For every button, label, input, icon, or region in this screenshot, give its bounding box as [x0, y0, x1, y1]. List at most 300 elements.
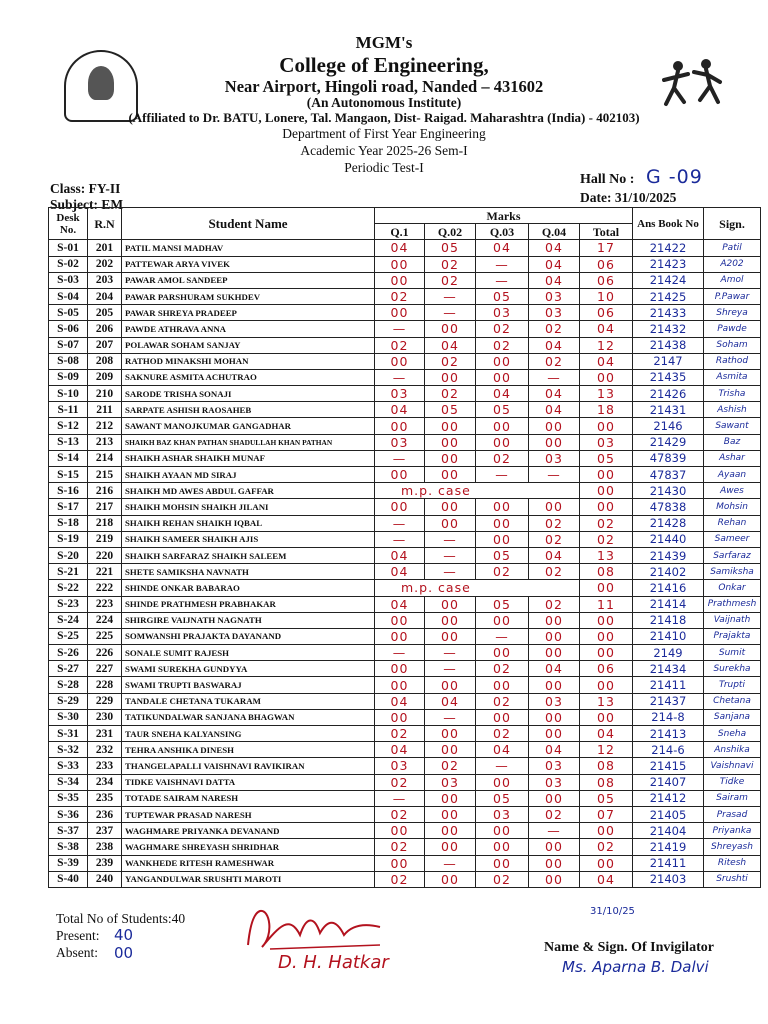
- desk-no: S-15: [49, 467, 88, 483]
- total-mark: 00: [580, 823, 633, 839]
- roll-no: 234: [88, 774, 122, 790]
- total-mark: 00: [580, 467, 633, 483]
- q3-mark: 00: [476, 855, 529, 871]
- total-students: Total No of Students:40: [56, 911, 186, 926]
- student-name: SARPATE ASHISH RAOSAHEB: [122, 402, 375, 418]
- desk-no: S-20: [49, 547, 88, 563]
- subject-label: Subject: EM: [50, 197, 124, 212]
- table-row: [49, 418, 761, 434]
- student-signature: Priyanka: [704, 823, 761, 839]
- table-row: [49, 612, 761, 628]
- q3-mark: 00: [476, 774, 529, 790]
- total-mark: 00: [580, 628, 633, 644]
- q4-mark: 04: [529, 742, 580, 758]
- student-name: POLAWAR SOHAM SANJAY: [122, 337, 375, 353]
- q1-mark: 04: [375, 596, 425, 612]
- table-row: [49, 855, 761, 871]
- total-mark: 00: [580, 855, 633, 871]
- total-mark: 06: [580, 661, 633, 677]
- total-mark: 00: [580, 369, 633, 385]
- student-signature: Sumit: [704, 645, 761, 661]
- q1-mark: 00: [375, 353, 425, 369]
- table-row: [49, 467, 761, 483]
- desk-no: S-37: [49, 823, 88, 839]
- total-mark: 00: [580, 612, 633, 628]
- header-academic-year: Academic Year 2025-26 Sem-I: [300, 143, 468, 158]
- header-q1: Q.1: [375, 224, 425, 240]
- roll-no: 238: [88, 839, 122, 855]
- q1-mark: 00: [375, 467, 425, 483]
- desk-no: S-04: [49, 288, 88, 304]
- table-row: [49, 742, 761, 758]
- total-mark: 00: [580, 483, 633, 499]
- header-mgm: MGM's: [355, 33, 413, 52]
- q4-mark: 02: [529, 531, 580, 547]
- roll-no: 201: [88, 240, 122, 256]
- q2-mark: —: [425, 564, 476, 580]
- q1-mark: 00: [375, 499, 425, 515]
- ans-book-no: 21425: [633, 288, 704, 304]
- q3-mark: —: [476, 628, 529, 644]
- q2-mark: 00: [425, 790, 476, 806]
- roll-no: 239: [88, 855, 122, 871]
- q2-mark: 02: [425, 758, 476, 774]
- desk-no: S-28: [49, 677, 88, 693]
- student-signature: Vaishnavi: [704, 758, 761, 774]
- absent-value: 00: [114, 944, 134, 962]
- student-signature: Sneha: [704, 726, 761, 742]
- total-mark: 02: [580, 515, 633, 531]
- q4-mark: 00: [529, 790, 580, 806]
- student-name: SHAIKH SAMEER SHAIKH AJIS: [122, 531, 375, 547]
- desk-no: S-39: [49, 855, 88, 871]
- q4-mark: 00: [529, 871, 580, 887]
- roll-no: 225: [88, 628, 122, 644]
- desk-no: S-14: [49, 450, 88, 466]
- total-mark: 04: [580, 726, 633, 742]
- header-sign: Sign.: [704, 208, 761, 240]
- table-row: [49, 483, 761, 499]
- student-name: TOTADE SAIRAM NARESH: [122, 790, 375, 806]
- student-signature: Prasad: [704, 806, 761, 822]
- student-signature: Trisha: [704, 386, 761, 402]
- ans-book-no: 21430: [633, 483, 704, 499]
- student-name: SHAIKH AYAAN MD SIRAJ: [122, 467, 375, 483]
- q4-mark: 02: [529, 321, 580, 337]
- ans-book-no: 47838: [633, 499, 704, 515]
- student-signature: Sanjana: [704, 709, 761, 725]
- student-name: TANDALE CHETANA TUKARAM: [122, 693, 375, 709]
- q1-mark: —: [375, 515, 425, 531]
- total-mark: 04: [580, 321, 633, 337]
- q2-mark: 04: [425, 337, 476, 353]
- q3-mark: 00: [476, 677, 529, 693]
- ans-book-no: 2149: [633, 645, 704, 661]
- header-rn: R.N: [88, 208, 122, 240]
- q2-mark: 00: [425, 612, 476, 628]
- q3-mark: —: [476, 467, 529, 483]
- q2-mark: —: [425, 547, 476, 563]
- q1-mark: 00: [375, 661, 425, 677]
- q1-mark: —: [375, 321, 425, 337]
- q3-mark: 00: [476, 353, 529, 369]
- q2-mark: —: [425, 645, 476, 661]
- student-signature: Sairam: [704, 790, 761, 806]
- table-row: [49, 564, 761, 580]
- desk-no: S-31: [49, 726, 88, 742]
- q1-mark: —: [375, 450, 425, 466]
- q4-mark: 02: [529, 515, 580, 531]
- table-row: [49, 402, 761, 418]
- q4-mark: 04: [529, 337, 580, 353]
- q4-mark: 00: [529, 855, 580, 871]
- q1-mark: 02: [375, 806, 425, 822]
- table-row: [49, 305, 761, 321]
- q1-mark: —: [375, 369, 425, 385]
- student-name: SHAIKH REHAN SHAIKH IQBAL: [122, 515, 375, 531]
- q4-mark: 03: [529, 758, 580, 774]
- table-row: [49, 790, 761, 806]
- header-total: Total: [580, 224, 633, 240]
- desk-no: S-32: [49, 742, 88, 758]
- q2-mark: —: [425, 855, 476, 871]
- total-mark: 08: [580, 564, 633, 580]
- q3-mark: 04: [476, 386, 529, 402]
- q4-mark: 03: [529, 774, 580, 790]
- total-mark: 06: [580, 256, 633, 272]
- invigilator-name: Ms. Aparna B. Dalvi: [562, 958, 709, 976]
- q1-mark: 02: [375, 839, 425, 855]
- q3-mark: —: [476, 256, 529, 272]
- student-signature: Anshika: [704, 742, 761, 758]
- ans-book-no: 21438: [633, 337, 704, 353]
- ans-book-no: 21411: [633, 677, 704, 693]
- total-mark: 06: [580, 272, 633, 288]
- student-signature: Asmita: [704, 369, 761, 385]
- table-row: [49, 596, 761, 612]
- q2-mark: 05: [425, 402, 476, 418]
- desk-no: S-11: [49, 402, 88, 418]
- header-q2: Q.02: [425, 224, 476, 240]
- present-value: 40: [114, 926, 134, 944]
- q3-mark: 00: [476, 709, 529, 725]
- desk-no: S-05: [49, 305, 88, 321]
- q3-mark: 00: [476, 612, 529, 628]
- student-name: SWAMI SUREKHA GUNDYYA: [122, 661, 375, 677]
- student-signature: Soham: [704, 337, 761, 353]
- ans-book-no: 21403: [633, 871, 704, 887]
- q4-mark: 04: [529, 547, 580, 563]
- q3-mark: 02: [476, 337, 529, 353]
- q1-mark: 00: [375, 305, 425, 321]
- roll-no: 216: [88, 483, 122, 499]
- q1-mark: 04: [375, 402, 425, 418]
- q3-mark: 05: [476, 402, 529, 418]
- student-name: PAWAR AMOL SANDEEP: [122, 272, 375, 288]
- student-name: TATIKUNDALWAR SANJANA BHAGWAN: [122, 709, 375, 725]
- roll-no: 221: [88, 564, 122, 580]
- roll-no: 236: [88, 806, 122, 822]
- total-mark: 00: [580, 677, 633, 693]
- student-signature: Ritesh: [704, 855, 761, 871]
- student-signature: Samiksha: [704, 564, 761, 580]
- q3-mark: 02: [476, 321, 529, 337]
- q1-mark: 03: [375, 434, 425, 450]
- table-row: [49, 726, 761, 742]
- total-mark: 12: [580, 337, 633, 353]
- ans-book-no: 21410: [633, 628, 704, 644]
- desk-no: S-27: [49, 661, 88, 677]
- table-row: [49, 547, 761, 563]
- roll-no: 204: [88, 288, 122, 304]
- q2-mark: 00: [425, 742, 476, 758]
- desk-no: S-09: [49, 369, 88, 385]
- total-mark: 12: [580, 742, 633, 758]
- header-department: Department of First Year Engineering: [282, 126, 486, 141]
- q3-mark: 02: [476, 871, 529, 887]
- ans-book-no: 21407: [633, 774, 704, 790]
- desk-no: S-24: [49, 612, 88, 628]
- student-signature: Prajakta: [704, 628, 761, 644]
- student-signature: Ayaan: [704, 467, 761, 483]
- q2-mark: 02: [425, 353, 476, 369]
- student-signature: Surekha: [704, 661, 761, 677]
- q1-mark: 03: [375, 758, 425, 774]
- student-name: TIDKE VAISHNAVI DATTA: [122, 774, 375, 790]
- total-mark: 08: [580, 774, 633, 790]
- desk-no: S-26: [49, 645, 88, 661]
- total-mark: 05: [580, 790, 633, 806]
- table-row: [49, 580, 761, 596]
- ans-book-no: 21418: [633, 612, 704, 628]
- student-name: TAUR SNEHA KALYANSING: [122, 726, 375, 742]
- q2-mark: 00: [425, 726, 476, 742]
- total-mark: 03: [580, 434, 633, 450]
- student-signature: Shreyash: [704, 839, 761, 855]
- table-row: [49, 709, 761, 725]
- q4-mark: —: [529, 823, 580, 839]
- desk-no: S-29: [49, 693, 88, 709]
- ans-book-no: 21416: [633, 580, 704, 596]
- desk-no: S-16: [49, 483, 88, 499]
- q3-mark: 02: [476, 693, 529, 709]
- q4-mark: 04: [529, 240, 580, 256]
- desk-no: S-12: [49, 418, 88, 434]
- table-row: [49, 628, 761, 644]
- total-mark: 00: [580, 645, 633, 661]
- ans-book-no: 21413: [633, 726, 704, 742]
- q1-mark: 03: [375, 386, 425, 402]
- q2-mark: —: [425, 305, 476, 321]
- table-row: [49, 677, 761, 693]
- student-name: SAWANT MANOJKUMAR GANGADHAR: [122, 418, 375, 434]
- q1-mark: 00: [375, 677, 425, 693]
- student-signature: Baz: [704, 434, 761, 450]
- q1-mark: 02: [375, 774, 425, 790]
- desk-no: S-23: [49, 596, 88, 612]
- q4-mark: 00: [529, 645, 580, 661]
- q4-mark: 02: [529, 353, 580, 369]
- roll-no: 203: [88, 272, 122, 288]
- student-name: WAGHMARE SHREYASH SHRIDHAR: [122, 839, 375, 855]
- total-mark: 05: [580, 450, 633, 466]
- q2-mark: 00: [425, 628, 476, 644]
- header-affiliation: (Affiliated to Dr. BATU, Lonere, Tal. Mangaon, Dist- Raigad. Maharashtra (India) - 402103): [128, 110, 640, 125]
- q4-mark: 04: [529, 402, 580, 418]
- date-label: Date: 31/10/2025: [580, 190, 677, 205]
- table-row: [49, 434, 761, 450]
- student-name: SHAIKH BAZ KHAN PATHAN SHADULLAH KHAN PATHAN: [122, 434, 375, 450]
- student-signature: Mohsin: [704, 499, 761, 515]
- q2-mark: 00: [425, 467, 476, 483]
- q1-mark: 00: [375, 855, 425, 871]
- q3-mark: 00: [476, 531, 529, 547]
- table-row: [49, 645, 761, 661]
- desk-no: S-18: [49, 515, 88, 531]
- malpractice-note: m.p. case: [375, 580, 580, 596]
- student-signature: P.Pawar: [704, 288, 761, 304]
- table-row: [49, 256, 761, 272]
- roll-no: 202: [88, 256, 122, 272]
- malpractice-note: m.p. case: [375, 483, 580, 499]
- q2-mark: —: [425, 661, 476, 677]
- total-mark: 18: [580, 402, 633, 418]
- ans-book-no: 21423: [633, 256, 704, 272]
- student-name: SHETE SAMIKSHA NAVNATH: [122, 564, 375, 580]
- student-name: YANGANDULWAR SRUSHTI MAROTI: [122, 871, 375, 887]
- ans-book-no: 21439: [633, 547, 704, 563]
- checker-signature-icon: [240, 905, 390, 955]
- total-mark: 13: [580, 547, 633, 563]
- ans-book-no: 21435: [633, 369, 704, 385]
- student-signature: Rathod: [704, 353, 761, 369]
- q4-mark: 00: [529, 677, 580, 693]
- q4-mark: —: [529, 369, 580, 385]
- q1-mark: 04: [375, 693, 425, 709]
- roll-no: 206: [88, 321, 122, 337]
- total-mark: 13: [580, 693, 633, 709]
- student-name: PAWAR SHREYA PRADEEP: [122, 305, 375, 321]
- roll-no: 205: [88, 305, 122, 321]
- table-row: [49, 531, 761, 547]
- student-name: SHAIKH SARFARAZ SHAIKH SALEEM: [122, 547, 375, 563]
- q3-mark: 02: [476, 450, 529, 466]
- q3-mark: 02: [476, 661, 529, 677]
- roll-no: 230: [88, 709, 122, 725]
- table-row: [49, 823, 761, 839]
- q3-mark: 03: [476, 806, 529, 822]
- roll-no: 215: [88, 467, 122, 483]
- desk-no: S-35: [49, 790, 88, 806]
- ans-book-no: 21432: [633, 321, 704, 337]
- q4-mark: 00: [529, 434, 580, 450]
- table-row: [49, 774, 761, 790]
- hall-label: Hall No :: [580, 172, 635, 187]
- table-row: [49, 337, 761, 353]
- student-name: SAKNURE ASMITA ACHUTRAO: [122, 369, 375, 385]
- q4-mark: 04: [529, 272, 580, 288]
- invigilator-label: Name & Sign. Of Invigilator: [544, 940, 714, 955]
- roll-no: 217: [88, 499, 122, 515]
- student-signature: Pawde: [704, 321, 761, 337]
- header-student-name: Student Name: [122, 208, 375, 240]
- q2-mark: 00: [425, 434, 476, 450]
- table-row: [49, 321, 761, 337]
- q2-mark: 00: [425, 677, 476, 693]
- table-row: [49, 871, 761, 887]
- total-mark: 13: [580, 386, 633, 402]
- q1-mark: 00: [375, 418, 425, 434]
- student-name: PATTEWAR ARYA VIVEK: [122, 256, 375, 272]
- marks-table: [48, 207, 761, 888]
- desk-no: S-33: [49, 758, 88, 774]
- q3-mark: 00: [476, 823, 529, 839]
- ans-book-no: 2146: [633, 418, 704, 434]
- q3-mark: 03: [476, 305, 529, 321]
- table-row: [49, 272, 761, 288]
- student-name: SHAIKH MD AWES ABDUL GAFFAR: [122, 483, 375, 499]
- q4-mark: 02: [529, 596, 580, 612]
- table-row: [49, 499, 761, 515]
- total-mark: 00: [580, 418, 633, 434]
- ans-book-no: 21433: [633, 305, 704, 321]
- roll-no: 229: [88, 693, 122, 709]
- present-label: Present:: [56, 928, 100, 943]
- q3-mark: 02: [476, 726, 529, 742]
- roll-no: 218: [88, 515, 122, 531]
- student-signature: Sameer: [704, 531, 761, 547]
- student-signature: Chetana: [704, 693, 761, 709]
- student-name: SHINDE ONKAR BABARAO: [122, 580, 375, 596]
- q4-mark: 00: [529, 709, 580, 725]
- roll-no: 228: [88, 677, 122, 693]
- header-desk: Desk No.: [49, 208, 88, 240]
- ans-book-no: 21428: [633, 515, 704, 531]
- total-mark: 11: [580, 596, 633, 612]
- q1-mark: 04: [375, 547, 425, 563]
- student-signature: Onkar: [704, 580, 761, 596]
- ans-book-no: 21434: [633, 661, 704, 677]
- ans-book-no: 214-6: [633, 742, 704, 758]
- student-name: SHINDE PRATHMESH PRABHAKAR: [122, 596, 375, 612]
- q2-mark: 00: [425, 369, 476, 385]
- desk-no: S-17: [49, 499, 88, 515]
- checker-name: D. H. Hatkar: [278, 952, 389, 973]
- q4-mark: 02: [529, 806, 580, 822]
- student-signature: Patil: [704, 240, 761, 256]
- q1-mark: 00: [375, 256, 425, 272]
- q4-mark: 04: [529, 661, 580, 677]
- ans-book-no: 21404: [633, 823, 704, 839]
- desk-no: S-34: [49, 774, 88, 790]
- q4-mark: 03: [529, 288, 580, 304]
- total-mark: 00: [580, 709, 633, 725]
- student-signature: Vaijnath: [704, 612, 761, 628]
- roll-no: 227: [88, 661, 122, 677]
- q3-mark: 04: [476, 742, 529, 758]
- q2-mark: 02: [425, 256, 476, 272]
- roll-no: 219: [88, 531, 122, 547]
- table-row: [49, 386, 761, 402]
- ans-book-no: 214-8: [633, 709, 704, 725]
- table-row: [49, 450, 761, 466]
- header-test: Periodic Test-I: [344, 160, 424, 175]
- student-signature: Prathmesh: [704, 596, 761, 612]
- ans-book-no: 21412: [633, 790, 704, 806]
- q4-mark: 00: [529, 612, 580, 628]
- student-name: TEHRA ANSHIKA DINESH: [122, 742, 375, 758]
- desk-no: S-38: [49, 839, 88, 855]
